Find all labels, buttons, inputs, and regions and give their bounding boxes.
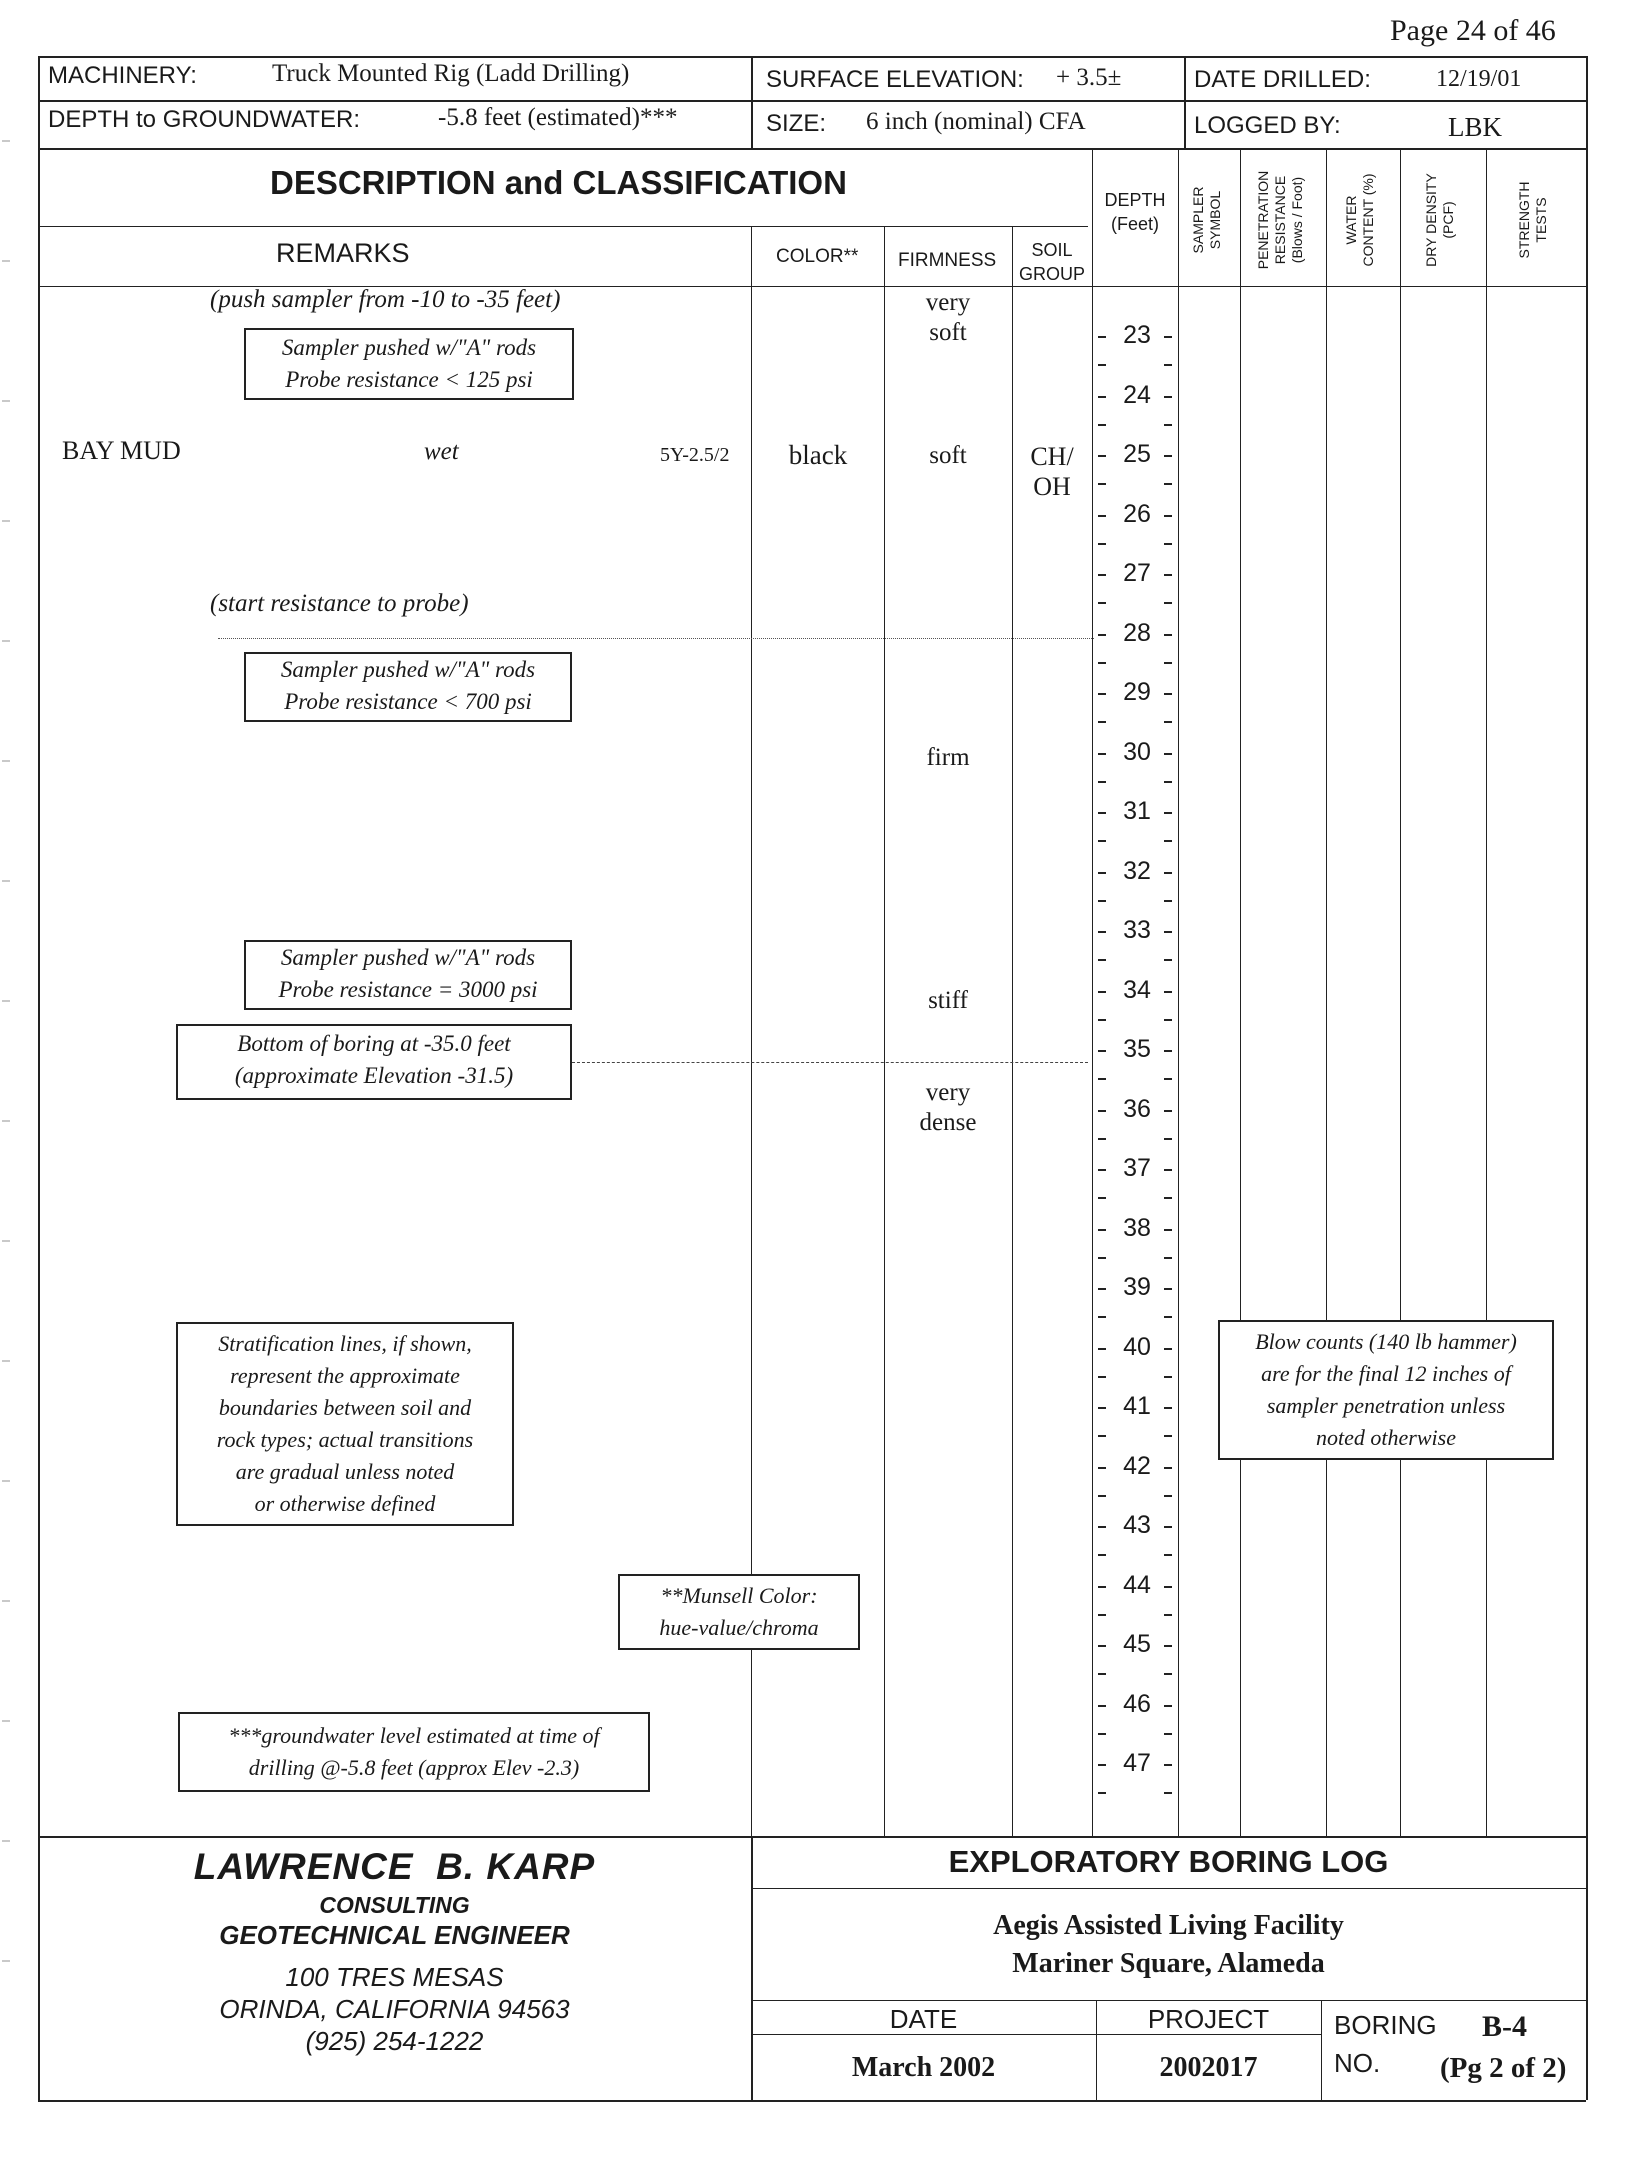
depth-tick xyxy=(1098,1169,1106,1171)
depth-tick xyxy=(1164,1407,1172,1409)
depth-tick xyxy=(1164,1467,1172,1469)
depth-tick xyxy=(1164,1316,1172,1318)
surface-elevation-value: + 3.5± xyxy=(1056,64,1122,91)
depth-tick xyxy=(1098,1197,1106,1199)
surface-elevation-label: SURFACE ELEVATION: xyxy=(766,66,1024,93)
depth-label: 44 xyxy=(1123,1570,1151,1599)
depth-tick xyxy=(1098,483,1106,485)
engineer-title-2: GEOTECHNICAL ENGINEER xyxy=(219,1920,570,1950)
depth-tick xyxy=(1098,1673,1106,1675)
firmness-stiff: stiff xyxy=(928,987,968,1014)
moisture: wet xyxy=(424,438,459,465)
depth-tick xyxy=(1164,991,1172,993)
depth-tick xyxy=(1164,931,1172,933)
depth-tick xyxy=(1164,872,1172,874)
depth-tick xyxy=(1164,1197,1172,1199)
boring-no-label: NO. xyxy=(1334,2048,1381,2078)
blow-counts-note: Blow counts (140 lb hammer) are for the final 12 inches of sampler penetration unless noted otherwise xyxy=(1218,1320,1554,1460)
depth-tick xyxy=(1164,693,1172,695)
log-title: EXPLORATORY BORING LOG xyxy=(948,1844,1389,1879)
depth-tick xyxy=(1098,900,1106,902)
depth-label: 35 xyxy=(1123,1035,1151,1063)
depth-tick xyxy=(1164,781,1172,783)
depth-tick xyxy=(1098,634,1106,636)
depth-label: 30 xyxy=(1123,737,1151,766)
depth-label: 45 xyxy=(1123,1630,1151,1658)
depth-tick xyxy=(1098,1526,1106,1528)
soil-color: black xyxy=(788,440,848,470)
depth-tick xyxy=(1164,1169,1172,1171)
depth-tick xyxy=(1164,1495,1172,1497)
firmness-header: FIRMNESS xyxy=(898,250,997,271)
depth-tick xyxy=(1098,1792,1106,1794)
depth-tick xyxy=(1164,1288,1172,1290)
depth-tick xyxy=(1098,662,1106,664)
depth-tick xyxy=(1098,1407,1106,1409)
depth-tick xyxy=(1164,515,1172,517)
sampler-box-3: Sampler pushed w/"A" rods Probe resistance = 3000 psi xyxy=(244,940,572,1010)
depth-tick xyxy=(1164,840,1172,842)
depth-label: 41 xyxy=(1123,1392,1151,1420)
depth-tick xyxy=(1098,424,1106,426)
depth-tick xyxy=(1164,483,1172,485)
depth-tick xyxy=(1098,1764,1106,1766)
depth-tick xyxy=(1098,872,1106,874)
project-value: 2002017 xyxy=(1159,2052,1258,2083)
depth-tick xyxy=(1098,1078,1106,1080)
logged-by-label: LOGGED BY: xyxy=(1194,112,1341,139)
engineer-name: LAWRENCE B. KARP xyxy=(193,1846,596,1887)
depth-tick xyxy=(1164,634,1172,636)
depth-label: 31 xyxy=(1123,797,1151,825)
firmness-soft: soft xyxy=(929,442,967,469)
depth-tick xyxy=(1164,455,1172,457)
depth-tick xyxy=(1164,959,1172,961)
depth-label: 33 xyxy=(1123,916,1151,944)
depth-tick xyxy=(1164,1229,1172,1231)
depth-tick xyxy=(1164,753,1172,755)
machinery-label: MACHINERY: xyxy=(48,62,197,89)
depth-label: 34 xyxy=(1123,975,1151,1004)
depth-tick xyxy=(1098,1586,1106,1588)
depth-label: 38 xyxy=(1123,1213,1151,1242)
date-label: DATE xyxy=(889,2004,958,2034)
depth-tick xyxy=(1164,1705,1172,1707)
depth-tick xyxy=(1164,1526,1172,1528)
depth-tick xyxy=(1098,1554,1106,1556)
depth-label: 42 xyxy=(1123,1451,1151,1480)
depth-tick xyxy=(1164,1435,1172,1437)
depth-tick xyxy=(1098,1050,1106,1052)
depth-tick xyxy=(1098,515,1106,517)
boring-bottom-line xyxy=(572,1062,1088,1063)
engineer-title-1: CONSULTING xyxy=(319,1892,470,1918)
depth-label: 36 xyxy=(1123,1094,1151,1123)
depth-tick xyxy=(1164,396,1172,398)
date-drilled-value: 12/19/01 xyxy=(1436,66,1522,92)
sampler-box-2: Sampler pushed w/"A" rods Probe resistance < 700 psi xyxy=(244,652,572,722)
stratification-note: Stratification lines, if shown, represent the approximate boundaries between soil and rock types; actual transitions are gradual unless noted or otherwise defined xyxy=(176,1322,514,1526)
depth-tick xyxy=(1098,574,1106,576)
depth-label: 29 xyxy=(1123,678,1151,706)
depth-label: 26 xyxy=(1123,499,1151,528)
firmness-very-dense: very dense xyxy=(919,1079,977,1136)
depth-tick xyxy=(1164,900,1172,902)
depth-label: 46 xyxy=(1123,1689,1151,1718)
depth-tick xyxy=(1098,1614,1106,1616)
water-content-header: WATER CONTENT (%) xyxy=(1343,173,1376,267)
depth-tick xyxy=(1098,991,1106,993)
sampler-box-1: Sampler pushed w/"A" rods Probe resistance < 125 psi xyxy=(244,328,574,400)
munsell-code: 5Y-2.5/2 xyxy=(660,444,730,466)
depth-tick xyxy=(1098,1229,1106,1231)
depth-tick xyxy=(1098,364,1106,366)
depth-tick xyxy=(1098,931,1106,933)
depth-tick xyxy=(1164,543,1172,545)
depth-tick xyxy=(1164,602,1172,604)
page-number: Page 24 of 46 xyxy=(1390,14,1556,47)
depth-tick xyxy=(1098,1019,1106,1021)
dry-density-header: DRY DENSITY (PCF) xyxy=(1423,173,1456,267)
depth-tick xyxy=(1098,543,1106,545)
firmness-firm: firm xyxy=(926,744,970,771)
strength-tests-header: STRENGTH TESTS xyxy=(1516,181,1549,259)
start-resistance-note: (start resistance to probe) xyxy=(210,590,469,617)
depth-header: DEPTH (Feet) xyxy=(1104,190,1166,234)
date-value: March 2002 xyxy=(851,2052,996,2083)
stratification-line-1 xyxy=(218,638,1094,639)
depth-tick xyxy=(1164,812,1172,814)
boring-value: B-4 xyxy=(1482,2010,1527,2043)
depth-tick xyxy=(1098,753,1106,755)
depth-tick xyxy=(1098,396,1106,398)
depth-label: 47 xyxy=(1123,1749,1151,1777)
depth-tick xyxy=(1098,1467,1106,1469)
depth-tick xyxy=(1164,1138,1172,1140)
project-label: PROJECT xyxy=(1147,2004,1270,2034)
depth-tick xyxy=(1164,1019,1172,1021)
depth-tick xyxy=(1098,693,1106,695)
depth-tick xyxy=(1098,455,1106,457)
groundwater-label: DEPTH to GROUNDWATER: xyxy=(48,106,361,133)
depth-tick xyxy=(1164,1764,1172,1766)
phone-number: (925) 254-1222 xyxy=(305,2026,484,2056)
depth-tick xyxy=(1164,1673,1172,1675)
depth-tick xyxy=(1098,602,1106,604)
depth-label: 39 xyxy=(1123,1273,1151,1301)
boring-page: (Pg 2 of 2) xyxy=(1440,2052,1567,2084)
depth-label: 27 xyxy=(1123,559,1151,587)
project-name-2: Mariner Square, Alameda xyxy=(1012,1948,1325,1979)
material-name: BAY MUD xyxy=(62,436,181,465)
depth-tick xyxy=(1098,959,1106,961)
date-drilled-label: DATE DRILLED: xyxy=(1194,66,1371,93)
depth-tick xyxy=(1098,1138,1106,1140)
depth-tick xyxy=(1098,1435,1106,1437)
size-label: SIZE: xyxy=(766,110,827,137)
depth-tick xyxy=(1098,1645,1106,1647)
depth-tick xyxy=(1164,424,1172,426)
depth-tick xyxy=(1164,662,1172,664)
depth-tick xyxy=(1164,1614,1172,1616)
depth-label: 28 xyxy=(1123,618,1151,647)
firmness-very-soft: very soft xyxy=(925,289,971,346)
machinery-value: Truck Mounted Rig (Ladd Drilling) xyxy=(272,60,630,87)
depth-tick xyxy=(1164,574,1172,576)
depth-label: 37 xyxy=(1123,1154,1151,1182)
sampler-symbol-header: SAMPLER SYMBOL xyxy=(1190,186,1223,254)
depth-tick xyxy=(1164,1792,1172,1794)
bottom-of-boring-box: Bottom of boring at -35.0 feet (approximate Elevation -31.5) xyxy=(176,1024,572,1100)
depth-label: 43 xyxy=(1123,1511,1151,1539)
depth-tick xyxy=(1164,1645,1172,1647)
depth-tick xyxy=(1098,1733,1106,1735)
depth-tick xyxy=(1098,1495,1106,1497)
groundwater-value: -5.8 feet (estimated)*** xyxy=(438,104,678,131)
boring-label: BORING xyxy=(1334,2010,1437,2040)
depth-label: 23 xyxy=(1123,321,1151,349)
color-header: COLOR** xyxy=(776,246,859,267)
soil-group: CH/ OH xyxy=(1030,442,1074,501)
depth-tick xyxy=(1164,1078,1172,1080)
depth-tick xyxy=(1164,1376,1172,1378)
depth-tick xyxy=(1098,1288,1106,1290)
address-line-2: ORINDA, CALIFORNIA 94563 xyxy=(219,1994,570,2024)
depth-tick xyxy=(1098,840,1106,842)
depth-label: 32 xyxy=(1123,856,1151,885)
depth-tick xyxy=(1164,721,1172,723)
depth-tick xyxy=(1098,721,1106,723)
depth-tick xyxy=(1098,1705,1106,1707)
push-sampler-note: (push sampler from -10 to -35 feet) xyxy=(210,286,561,313)
depth-tick xyxy=(1164,1050,1172,1052)
munsell-note: **Munsell Color: hue-value/chroma xyxy=(618,1574,860,1650)
depth-tick xyxy=(1164,1348,1172,1350)
depth-tick xyxy=(1164,1110,1172,1112)
depth-tick xyxy=(1164,364,1172,366)
description-title: DESCRIPTION and CLASSIFICATION xyxy=(270,164,847,201)
depth-tick xyxy=(1164,1733,1172,1735)
depth-label: 40 xyxy=(1123,1332,1151,1361)
depth-tick xyxy=(1164,336,1172,338)
size-value: 6 inch (nominal) CFA xyxy=(866,108,1086,135)
depth-tick xyxy=(1098,1316,1106,1318)
remarks-header: REMARKS xyxy=(276,238,410,268)
groundwater-note: ***groundwater level estimated at time of drilling @-5.8 feet (approx Elev -2.3) xyxy=(178,1712,650,1792)
logged-by-value: LBK xyxy=(1448,112,1502,142)
depth-tick xyxy=(1098,812,1106,814)
soil-group-header: SOIL GROUP xyxy=(1018,240,1085,284)
depth-tick xyxy=(1098,336,1106,338)
depth-label: 25 xyxy=(1123,440,1151,468)
project-name-1: Aegis Assisted Living Facility xyxy=(993,1910,1344,1941)
depth-label: 24 xyxy=(1123,380,1151,409)
depth-tick xyxy=(1164,1257,1172,1259)
depth-tick xyxy=(1098,1110,1106,1112)
address-line-1: 100 TRES MESAS xyxy=(285,1962,504,1992)
depth-tick xyxy=(1098,1257,1106,1259)
depth-tick xyxy=(1098,781,1106,783)
depth-tick xyxy=(1098,1376,1106,1378)
penetration-resistance-header: PENETRATION RESISTANCE (Blows / Foot) xyxy=(1255,170,1305,270)
depth-tick xyxy=(1164,1586,1172,1588)
depth-tick xyxy=(1164,1554,1172,1556)
depth-tick xyxy=(1098,1348,1106,1350)
